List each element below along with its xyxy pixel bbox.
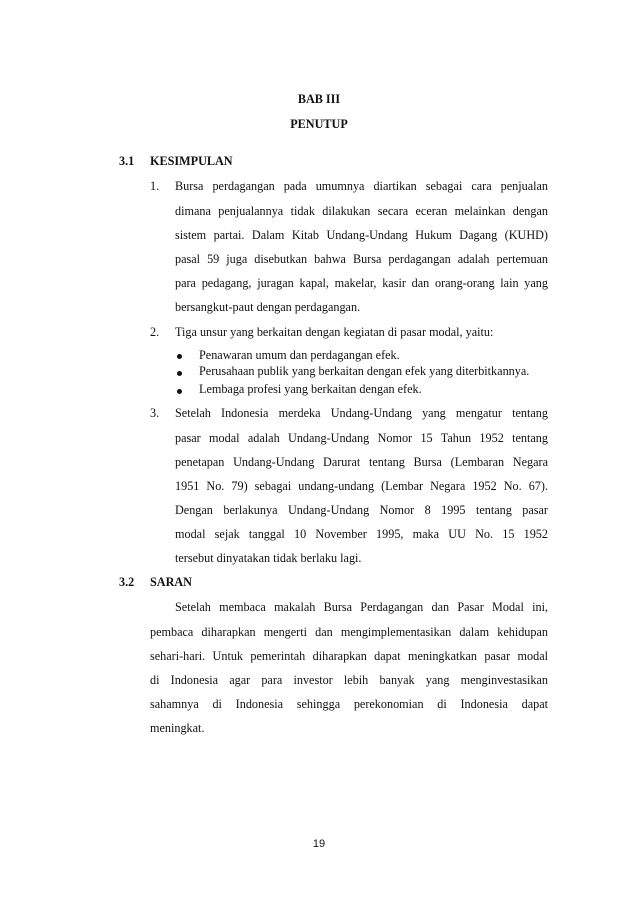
list-item-number: 2.: [150, 325, 160, 339]
list-item-number: 1.: [150, 179, 160, 193]
list-item-line: pasar modal adalah Undang-Undang Nomor 15 Tahun 1952 tentang: [175, 431, 548, 445]
bullet-icon: [177, 354, 182, 359]
section-heading: KESIMPULAN: [150, 154, 233, 168]
list-item-line: modal sejak tanggal 10 November 1995, maka UU No. 15 1952: [175, 527, 548, 541]
page-number: 19: [312, 838, 326, 850]
paragraph-line: di Indonesia agar para investor lebih banyak yang menginvestasikan: [150, 673, 548, 687]
list-item-line: Bursa perdagangan pada umumnya diartikan sebagai cara penjualan: [175, 179, 548, 193]
bullet-icon: [177, 389, 182, 394]
list-item-number: 3.: [150, 406, 160, 420]
bullet-item: Penawaran umum dan perdagangan efek.: [199, 348, 400, 362]
list-item-line: bersangkut-paut dengan perdagangan.: [175, 300, 361, 314]
list-item-line: 1951 No. 79) sebagai undang-undang (Lembar Negara 1952 No. 67).: [175, 479, 548, 493]
bullet-item: Perusahaan publik yang berkaitan dengan efek yang diterbitkannya.: [199, 364, 530, 378]
paragraph-line: meningkat.: [150, 721, 205, 735]
section-heading: SARAN: [150, 575, 192, 589]
list-item-line: penetapan Undang-Undang Darurat tentang Bursa (Lembaran Negara: [175, 455, 548, 469]
list-item-line: sistem partai. Dalam Kitab Undang-Undang Hukum Dagang (KUHD): [175, 228, 548, 242]
section-number: 3.2: [119, 575, 135, 589]
paragraph-line: pembaca diharapkan mengerti dan mengimplementasikan dalam kehidupan: [150, 625, 548, 639]
paragraph-line: Setelah membaca makalah Bursa Perdagangan dan Pasar Modal ini,: [175, 600, 548, 614]
chapter-label: BAB III: [297, 92, 341, 106]
paragraph-line: sehari-hari. Untuk pemerintah diharapkan dapat meningkatkan pasar modal: [150, 649, 548, 663]
list-item-line: tersebut dinyatakan tidak berlaku lagi.: [175, 551, 362, 565]
list-item-line: Dengan berlakunya Undang-Undang Nomor 8 1995 tentang pasar: [175, 503, 548, 517]
list-item-line: Setelah Indonesia merdeka Undang-Undang yang mengatur tentang: [175, 406, 548, 420]
paragraph-line: sahamnya di Indonesia sehingga perekonomian di Indonesia dapat: [150, 697, 548, 711]
chapter-title: PENUTUP: [290, 117, 348, 131]
section-number: 3.1: [119, 154, 135, 168]
list-item-line: pasal 59 juga disebutkan bahwa Bursa perdagangan adalah pertemuan: [175, 252, 548, 266]
list-item-line: Tiga unsur yang berkaitan dengan kegiatan di pasar modal, yaitu:: [175, 325, 494, 339]
list-item-line: dimana penjualannya tidak dilakukan secara eceran melainkan dengan: [175, 204, 548, 218]
bullet-item: Lembaga profesi yang berkaitan dengan efek.: [199, 382, 422, 396]
bullet-icon: [177, 371, 182, 376]
list-item-line: para pedagang, juragan kapal, makelar, kasir dan orang-orang lain yang: [175, 276, 548, 290]
